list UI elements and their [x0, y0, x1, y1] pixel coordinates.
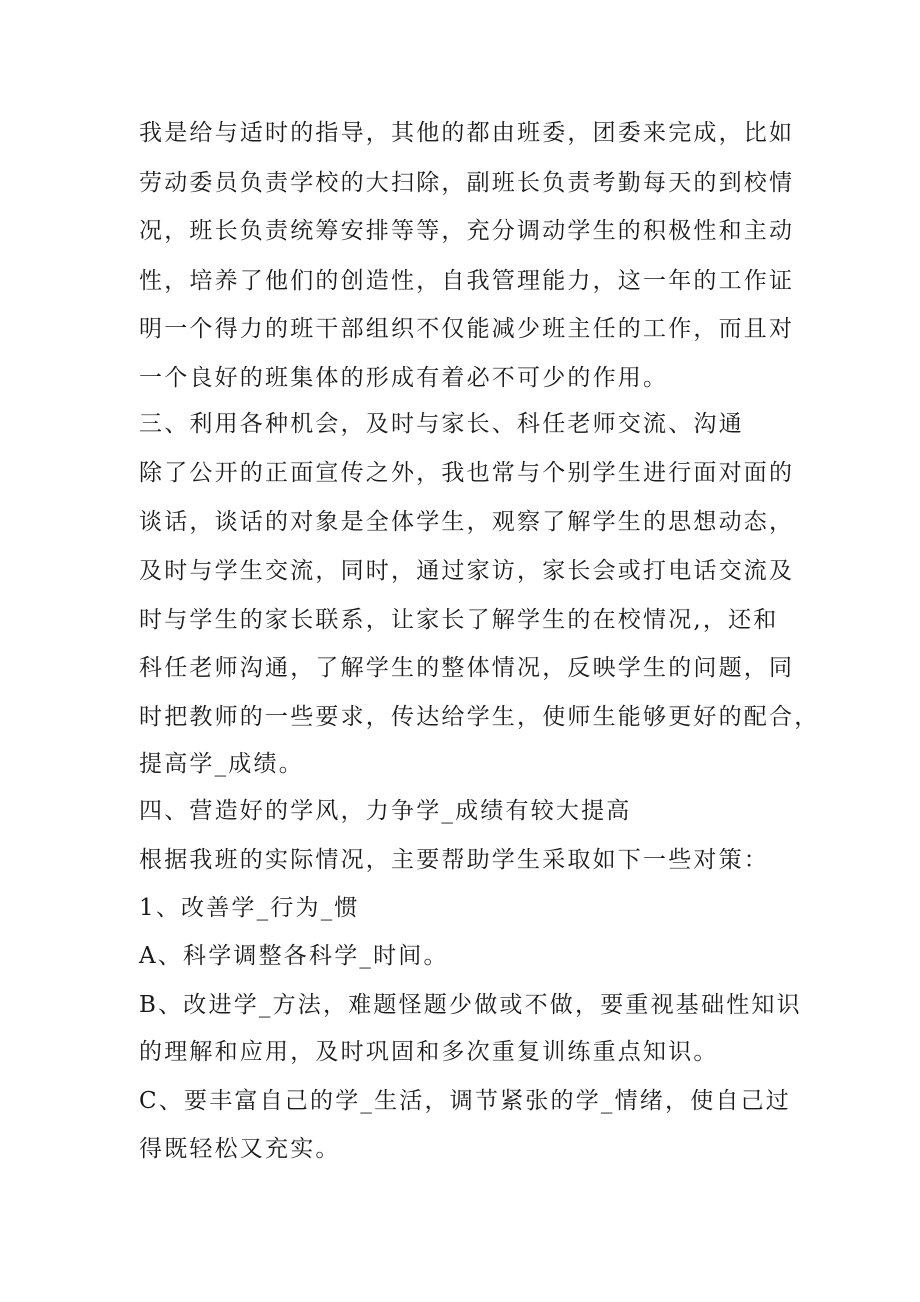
text-line: 明一个得力的班干部组织不仅能减少班主任的工作，而且对	[139, 316, 795, 342]
list-item: A、科学调整各科学_时间。	[139, 943, 449, 969]
list-item: B、改进学_方法，难题怪题少做或不做，要重视基础性知识	[139, 992, 802, 1018]
text-line: 提高学_成绩。	[139, 751, 304, 777]
section-heading: 三、利用各种机会，及时与家长、科任老师交流、沟通	[139, 411, 744, 437]
text-line: 谈话，谈话的对象是全体学生，观察了解学生的思想动态，	[139, 509, 795, 535]
text-line: 况，班长负责统筹安排等等，充分调动学生的积极性和主动	[139, 218, 795, 244]
text-line: 除了公开的正面宣传之外，我也常与个别学生进行面对面的	[139, 460, 795, 486]
text-line: 科任老师沟通，了解学生的整体情况，反映学生的问题，同	[139, 655, 795, 681]
list-item: C、要丰富自己的学_生活，调节紧张的学_情绪，使自己过	[139, 1088, 791, 1114]
text-line: 的理解和应用，及时巩固和多次重复训练重点知识。	[139, 1039, 719, 1065]
list-item: 1、改善学_行为_惯	[139, 895, 360, 921]
text-line: 及时与学生交流，同时，通过家访，家长会或打电话交流及	[139, 558, 795, 584]
text-line: 一个良好的班集体的形成有着必不可少的作用。	[139, 365, 669, 391]
text-line: 得既轻松又充实。	[139, 1136, 341, 1162]
text-line: 性，培养了他们的创造性，自我管理能力，这一年的工作证	[139, 268, 795, 294]
text-line: 劳动委员负责学校的大扫除，副班长负责考勤每天的到校情	[139, 170, 795, 196]
text-line: 时与学生的家长联系，让家长了解学生的在校情况,，还和	[139, 607, 779, 633]
section-heading: 四、营造好的学风，力争学_成绩有较大提高	[139, 798, 632, 824]
text-line: 我是给与适时的指导，其他的都由班委，团委来完成，比如	[139, 120, 795, 146]
text-line: 根据我班的实际情况，主要帮助学生采取如下一些对策：	[139, 847, 769, 873]
text-line: 时把教师的一些要求，传达给学生，使师生能够更好的配合，	[139, 704, 820, 730]
